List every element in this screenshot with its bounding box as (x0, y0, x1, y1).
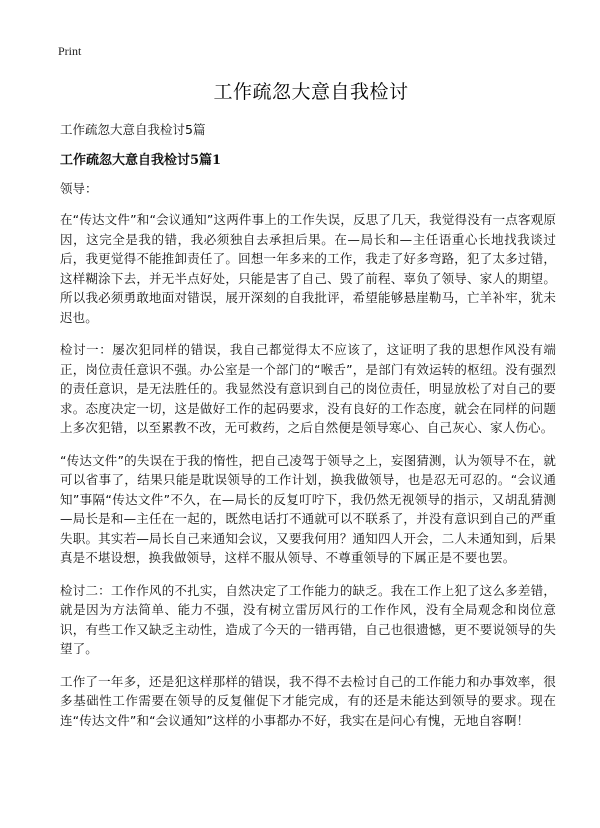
section-heading: 工作疏忽大意自我检讨5篇1 (60, 153, 222, 168)
paragraph-1: 在“传达文件”和“会议通知”这两件事上的工作失误，反思了几天，我觉得没有一点客观原因，这完全是我的错，我必须独自去承担后果。在—局长和—主任语重心长地找我谈过后，我更觉得不能推卸责任了。回想一年多来的工作，我走了好多弯路，犯了太多过错，这样糊涂下去，并无半点好处，只能是害了自己、毁了前程、辜负了领导、家人的期望。所以我必须勇敢地面对错误，展开深刻的自我批评，希望能够悬崖勒马，亡羊补牢，犹未迟也。 (60, 212, 556, 325)
paragraph-5: 工作了一年多，还是犯这样那样的错误，我不得不去检讨自己的工作能力和办事效率，很多基础性工作需要在领导的反复催促下才能完成，有的还是未能达到领导的要求。现在连“传达文件”和“会议通知”这样的小事都办不好，我实在是问心有愧，无地自容啊！ (60, 673, 556, 728)
print-link[interactable]: Print (58, 44, 82, 58)
paragraph-3: “传达文件”的失误在于我的惰性，把自己凌驾于领导之上，妄图猜测，认为领导不在，就可以省事了，结果只能是耽误领导的工作计划，换我做领导，也是忍无可忍的。“会议通知”事隔“传达文件”不久，在—局长的反复叮咛下，我仍然无视领导的指示，又胡乱猜测—局长是和—主任在一起的，既然电话打不通就可以不联系了，并没有意识到自己的严重失职。其实若—局长自己来通知会议，又要我何用？通知四人开会，二人未通知到，后果真是不堪设想，换我做领导，这样不服从领导、不尊重领导的下属正是不要也罢。 (60, 452, 556, 565)
salutation: 领导： (60, 181, 98, 196)
document-subtitle: 工作疏忽大意自我检讨5篇 (60, 122, 206, 137)
document-title: 工作疏忽大意自我检讨 (213, 81, 409, 103)
paragraph-2: 检讨一：屡次犯同样的错误，我自己都觉得太不应该了，这证明了我的思想作风没有端正，岗位责任意识不强。办公室是一个部门的“喉舌”，是部门有效运转的枢纽。没有强烈的责任意识，是无法胜任的。我显然没有意识到自己的岗位责任，明显放松了对自己的要求。态度决定一切，这是做好工作的起码要求，没有良好的工作态度，就会在同样的问题上多次犯错，以至累教不改，无可救药，之后自然便是领导寒心、自己灰心、家人伤心。 (60, 342, 556, 435)
paragraph-4: 检讨二：工作作风的不扎实，自然决定了工作能力的缺乏。我在工作上犯了这么多差错，就是因为方法简单、能力不强，没有树立雷厉风行的工作作风，没有全局观念和岗位意识，有些工作又缺乏主动性，造成了今天的一错再错，自己也很遗憾，更不要说领导的失望了。 (60, 582, 556, 656)
